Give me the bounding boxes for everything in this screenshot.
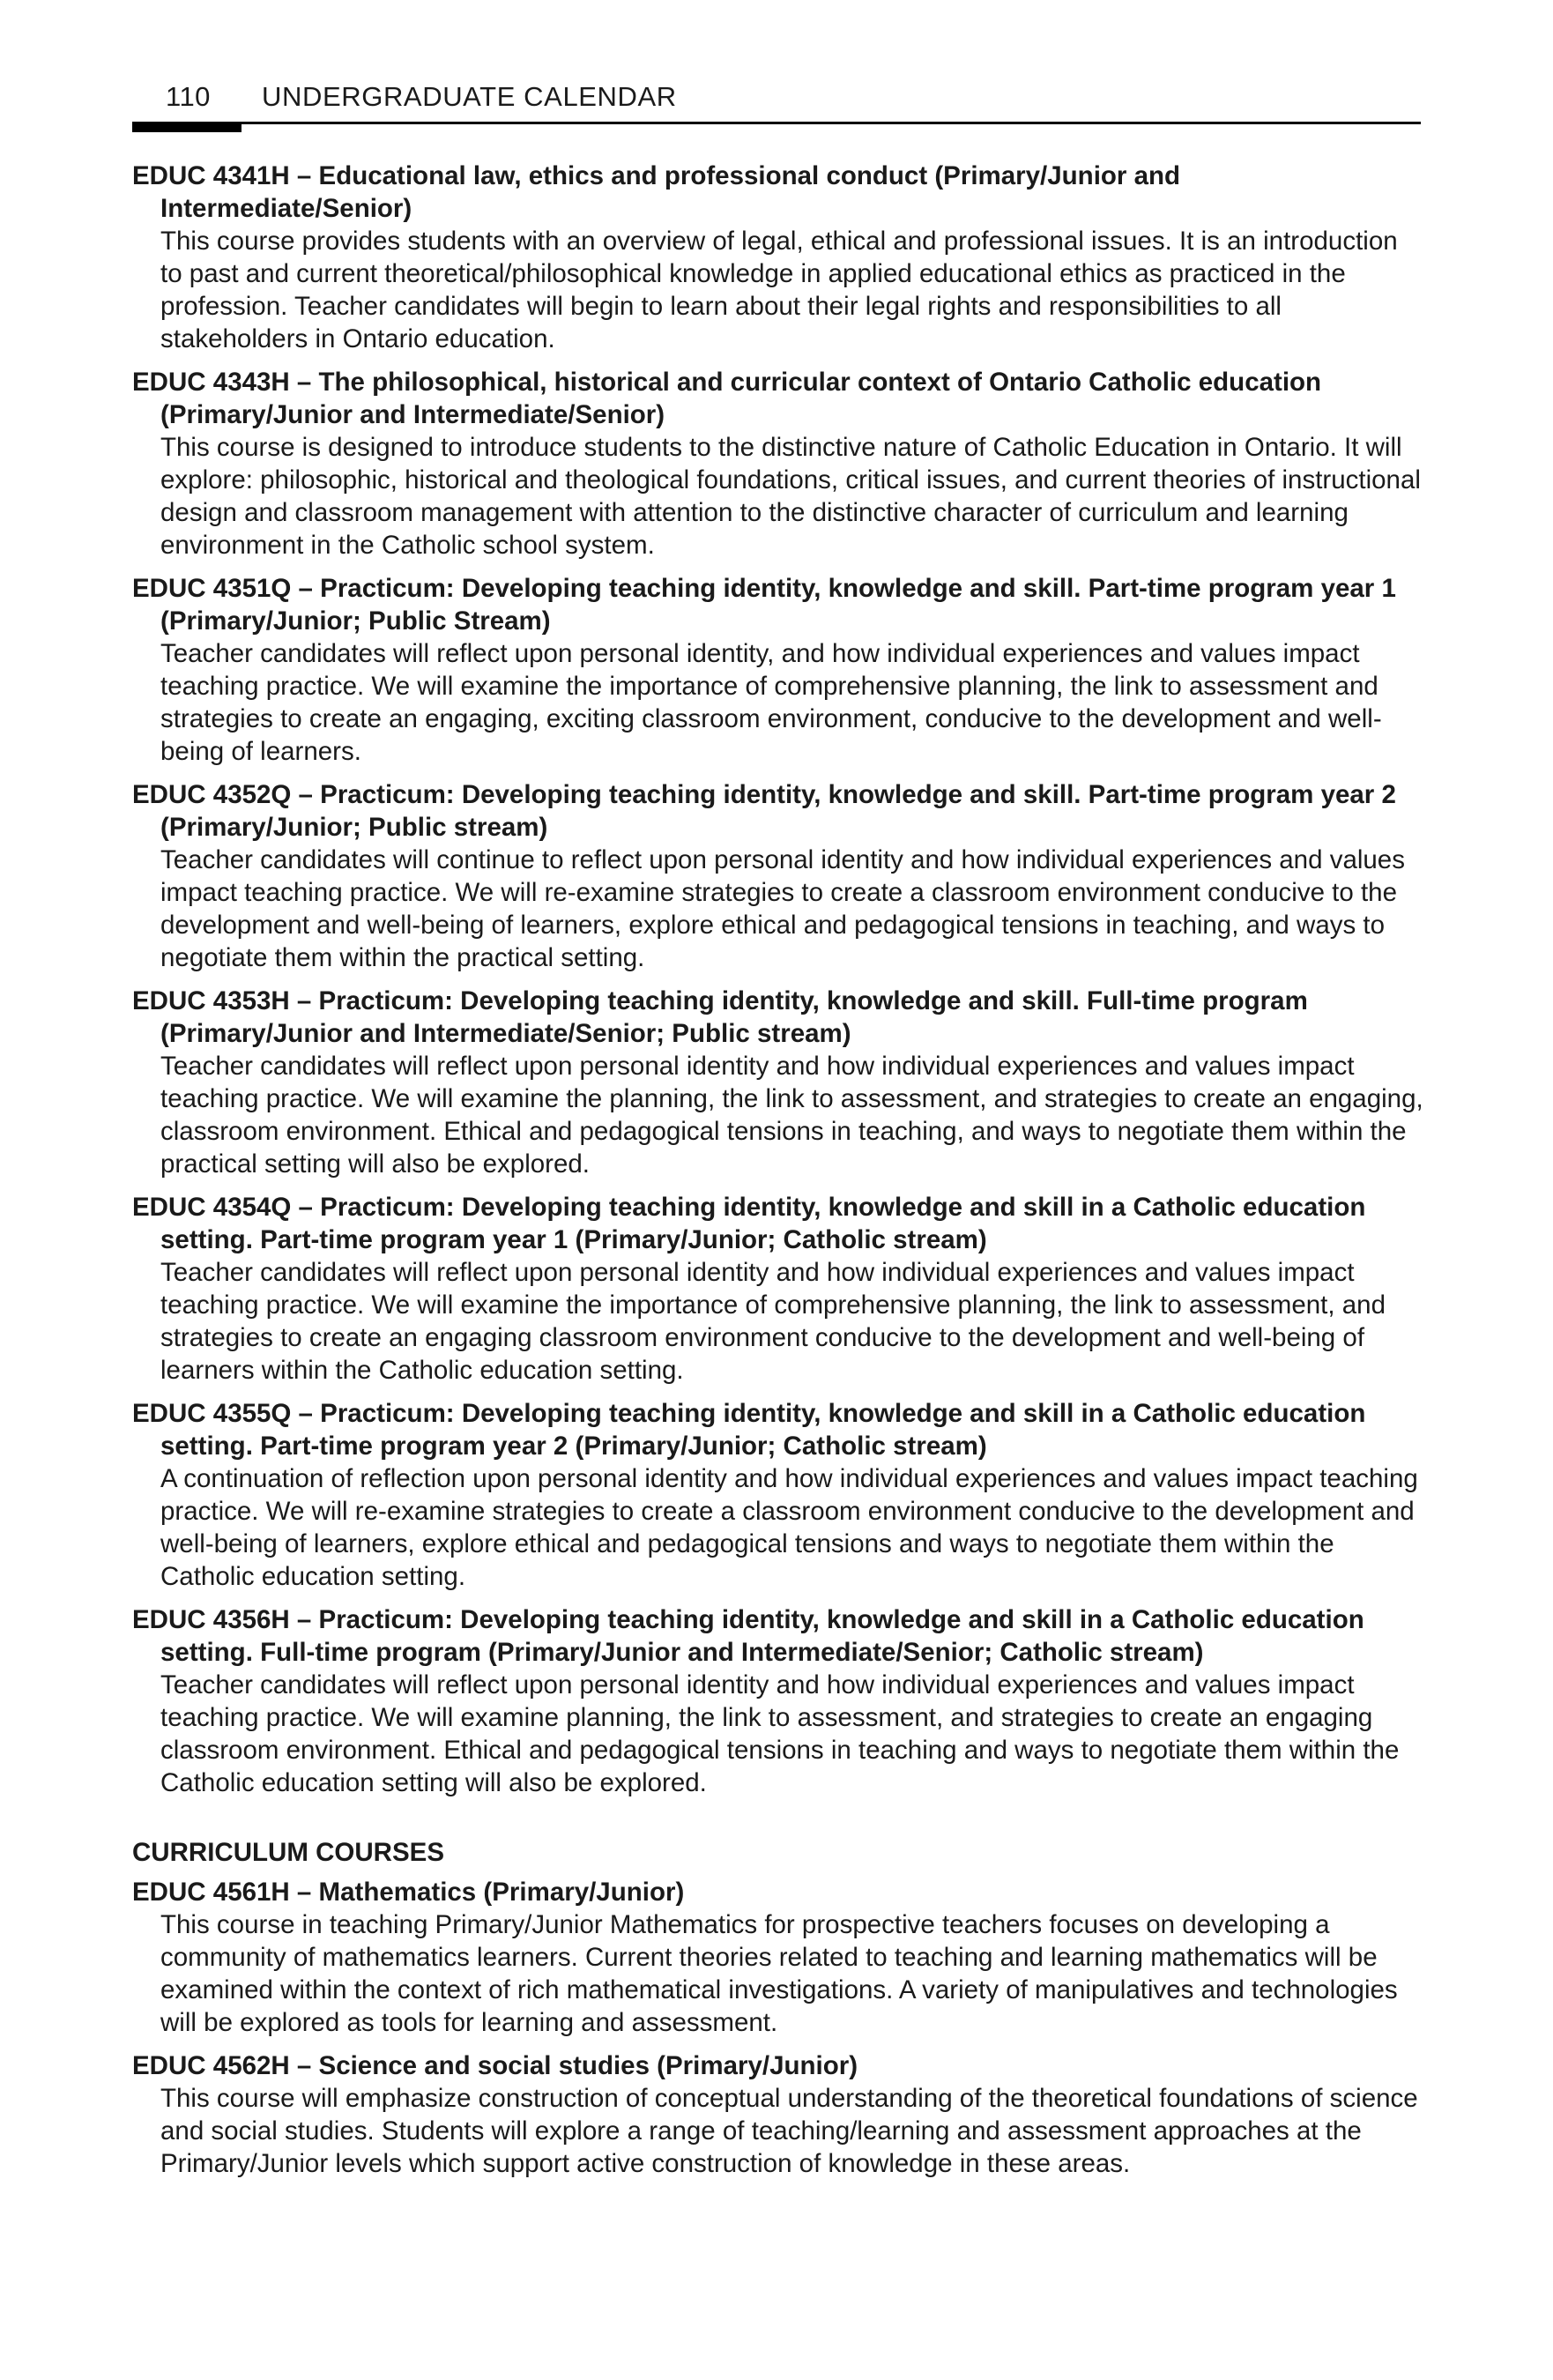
course-entry bbox=[132, 1603, 1426, 1799]
course-entry bbox=[132, 2049, 1426, 2180]
course-description: Teacher candidates will reflect upon personal identity and how individual experiences and values impact teaching practice. We will examine planning, the link to assessment, and strategies to create an engaging classroom environment. Ethical and pedagogical tensions in teaching and ways to negotiate them within the Catholic education setting will also be explored. bbox=[160, 1670, 1400, 1797]
course-entry bbox=[132, 778, 1426, 974]
course-description: Teacher candidates will reflect upon personal identity and how individual experiences and values impact teaching practice. We will examine the importance of comprehensive planning, the link to assessment, and strategies to create an engaging classroom environment conducive to the development and well-being of learners within the Catholic education setting. bbox=[160, 1258, 1386, 1385]
course-entry bbox=[132, 985, 1426, 1180]
course-title: EDUC 4355Q – Practicum: Developing teaching identity, knowledge and skill in a Catholic education setting. Part-time program year 2 (Primary/Junior; Catholic stream) bbox=[132, 1399, 1366, 1461]
course-title: EDUC 4353H – Practicum: Developing teaching identity, knowledge and skill. Full-time program (Primary/Junior and Intermediate/Senior; Public stream) bbox=[132, 986, 1308, 1048]
course-title: EDUC 4341H – Educational law, ethics and professional conduct (Primary/Junior and Intermediate/Senior) bbox=[132, 161, 1181, 223]
course-entry bbox=[132, 160, 1426, 355]
course-title: EDUC 4356H – Practicum: Developing teaching identity, knowledge and skill in a Catholic education setting. Full-time program (Primary/Junior and Intermediate/Senior; Catholic stream) bbox=[132, 1605, 1364, 1667]
course-entry bbox=[132, 572, 1426, 768]
course-description: A continuation of reflection upon personal identity and how individual experiences and values impact teaching practice. We will re-examine strategies to create a classroom environment conducive to the development and well-being of learners, explore ethical and pedagogical tensions and ways to negotiate them within the Catholic education setting. bbox=[160, 1464, 1418, 1591]
course-description: Teacher candidates will reflect upon personal identity, and how individual experiences and values impact teaching practice. We will examine the importance of comprehensive planning, the link to assessment and strategies to create an engaging, exciting classroom environment, conducive to the development and well-being of learners. bbox=[160, 639, 1382, 766]
course-entry bbox=[132, 1397, 1426, 1593]
course-title: EDUC 4562H – Science and social studies (Primary/Junior) bbox=[132, 2051, 858, 2080]
course-title: EDUC 4351Q – Practicum: Developing teaching identity, knowledge and skill. Part-time program year 1 (Primary/Junior; Public Stream) bbox=[132, 574, 1396, 636]
course-description: This course will emphasize construction of conceptual understanding of the theoretical foundations of science and social studies. Students will explore a range of teaching/learning and assessment approaches at the Primary/Junior levels which support active construction of knowledge in these areas. bbox=[160, 2084, 1418, 2178]
course-entry bbox=[132, 366, 1426, 562]
header-rule bbox=[132, 122, 1421, 124]
course-title: EDUC 4343H – The philosophical, historical and curricular context of Ontario Catholic education (Primary/Junior and Intermediate/Senior) bbox=[132, 368, 1322, 429]
course-title: EDUC 4354Q – Practicum: Developing teaching identity, knowledge and skill in a Catholic education setting. Part-time program year 1 (Primary/Junior; Catholic stream) bbox=[132, 1193, 1366, 1254]
header-tab bbox=[132, 122, 241, 132]
course-title: EDUC 4561H – Mathematics (Primary/Junior) bbox=[132, 1878, 685, 1907]
section-heading: CURRICULUM COURSES bbox=[132, 1838, 444, 1867]
page-content bbox=[132, 160, 1426, 2190]
header-title: UNDERGRADUATE CALENDAR bbox=[262, 81, 677, 112]
course-entry bbox=[132, 1876, 1426, 2039]
course-description: This course provides students with an overview of legal, ethical and professional issues. It is an introduction to past and current theoretical/philosophical knowledge in applied educational ethics as practiced in the profession. Teacher candidates will begin to learn about their legal rights and responsibilities to all stakeholders in Ontario education. bbox=[160, 227, 1398, 353]
course-entry bbox=[132, 1191, 1426, 1387]
running-head bbox=[132, 81, 1421, 125]
course-description: This course in teaching Primary/Junior Mathematics for prospective teachers focuses on developing a community of mathematics learners. Current theories related to teaching and learning mathematics will be examined within the context of rich mathematical investigations. A variety of manipulatives and technologies will be explored as tools for learning and assessment. bbox=[160, 1910, 1398, 2037]
course-description: Teacher candidates will reflect upon personal identity and how individual experiences and values impact teaching practice. We will examine the planning, the link to assessment, and strategies to create an engaging, classroom environment. Ethical and pedagogical tensions in teaching, and ways to negotiate them within the practical setting will also be explored. bbox=[160, 1052, 1423, 1179]
course-description: This course is designed to introduce students to the distinctive nature of Catholic Education in Ontario. It will explore: philosophic, historical and theological foundations, critical issues, and current theories of instructional design and classroom management with attention to the distinctive character of curriculum and learning environment in the Catholic school system. bbox=[160, 433, 1421, 560]
course-title: EDUC 4352Q – Practicum: Developing teaching identity, knowledge and skill. Part-time program year 2 (Primary/Junior; Public stream) bbox=[132, 780, 1396, 842]
course-description: Teacher candidates will continue to reflect upon personal identity and how individual experiences and values impact teaching practice. We will re-examine strategies to create a classroom environment conducive to the development and well-being of learners, explore ethical and pedagogical tensions in teaching, and ways to negotiate them within the practical setting. bbox=[160, 845, 1405, 972]
page-number: 110 bbox=[166, 81, 211, 112]
